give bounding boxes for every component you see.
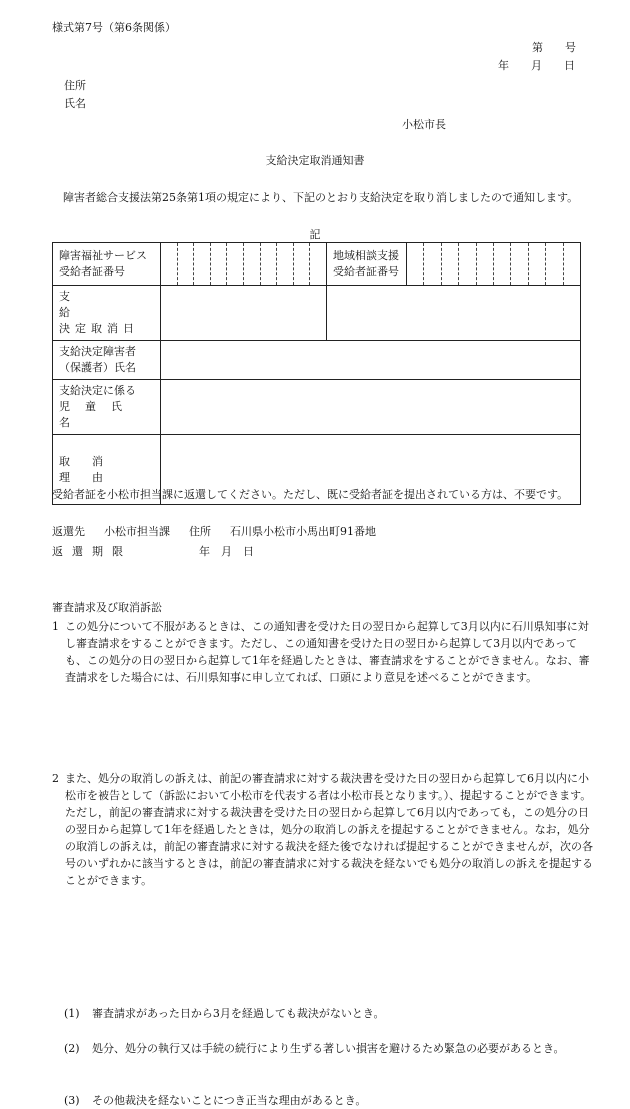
service-cert-label-1: 障害福祉サービス bbox=[59, 249, 147, 262]
appeal-sub-2 bbox=[52, 1040, 620, 1057]
cancel-date-label-1: 支給 bbox=[59, 290, 130, 319]
consult-cert-label-cell bbox=[327, 243, 407, 286]
appeal-heading: 審査請求及び取消訴訟 bbox=[52, 601, 162, 614]
person-label-cell bbox=[53, 341, 161, 380]
consult-cert-number-boxes[interactable] bbox=[407, 243, 581, 286]
person-label-1: 支給決定障害者 bbox=[59, 345, 136, 358]
return-to-label: 返還先 bbox=[52, 525, 85, 538]
cancel-date-value[interactable] bbox=[161, 286, 327, 341]
appeal-sub-3-text: その他裁決を経ないことにつき正当な理由があるとき。 bbox=[92, 1094, 367, 1107]
appeal-sub-3 bbox=[52, 1092, 620, 1109]
return-deadline-row bbox=[52, 544, 254, 559]
appeal-item-2-text: また、処分の取消しの訴えは、前記の審査請求に対する裁決書を受けた日の翌日から起算して6月以内に小松市を被告として（訴訟において小松市を代表する者は小松市長となります。）、提起することができます。ただし，前記の審査請求に対する裁決書を受けた日の翌日から起算して6月以内であっても，この処分の日の翌日から起算して1年を経過したときは，処分の取消しの訴えを提起することができません。なお，処分の取消しの訴えは，前記の審査請求に対する裁決を経た後でなければ提起することができませんが，次の各号のいずれかに該当するときは，前記の審査請求に対する裁決を経ないでも処分の取消しの訴えを提起することができます。 bbox=[65, 772, 593, 887]
appeal-sub-1-number: (1) bbox=[64, 1007, 80, 1020]
person-name-value[interactable] bbox=[161, 341, 581, 380]
return-deadline-date: 年 月 日 bbox=[199, 545, 254, 558]
recipient-name-label: 氏名 bbox=[64, 97, 86, 110]
appeal-item-1 bbox=[52, 618, 593, 686]
return-to-dept: 小松市担当課 bbox=[104, 525, 170, 538]
child-label-cell bbox=[53, 380, 161, 435]
cancel-date-blank bbox=[327, 286, 581, 341]
return-to-address-label: 住所 bbox=[189, 525, 211, 538]
consult-cert-label-2: 受給者証番号 bbox=[333, 265, 399, 278]
appeal-sub-2-number: (2) bbox=[64, 1042, 80, 1055]
child-label-2: 児童氏名 bbox=[59, 400, 137, 429]
service-cert-number-boxes[interactable] bbox=[161, 243, 327, 286]
consult-cert-label-1: 地域相談支援 bbox=[333, 249, 399, 262]
service-cert-label-cell bbox=[53, 243, 161, 286]
issuer: 小松市長 bbox=[402, 118, 446, 131]
cancel-date-label-cell bbox=[53, 286, 161, 341]
appeal-sub-3-number: (3) bbox=[64, 1094, 80, 1107]
appeal-sub-2-text: 処分、処分の執行又は手続の続行により生ずる著しい損害を避けるため緊急の必要があるとき。 bbox=[92, 1042, 565, 1055]
appeal-item-1-text: この処分について不服があるときは、この通知書を受けた日の翌日から起算して3月以内に石川県知事に対し審査請求をすることができます。ただし、この通知書を受けた日の翌日から起算して3月以内であっても、この処分の日の翌日から起算して1年を経過したときは、審査請求をすることができません。なお、審査請求をした場合には、石川県知事に申し立てれば、口頭により意見を述べることができます。 bbox=[65, 620, 590, 684]
appeal-item-2 bbox=[52, 770, 593, 889]
child-name-value[interactable] bbox=[161, 380, 581, 435]
reason-label: 取消理由 bbox=[59, 454, 125, 484]
form-number: 様式第7号（第6条関係） bbox=[52, 21, 176, 34]
return-deadline-label: 返還期限 bbox=[52, 545, 132, 558]
appeal-sub-1-text: 審査請求があった日から3月を経過しても裁決がないとき。 bbox=[92, 1007, 385, 1020]
document-number: 第 号 bbox=[532, 41, 576, 54]
service-cert-label-2-text: 受給者証番号 bbox=[59, 265, 125, 278]
cancel-date-label-2: 決定取消日 bbox=[59, 322, 139, 335]
document-date: 年 月 日 bbox=[498, 59, 575, 72]
recipient-address-label: 住所 bbox=[64, 79, 86, 92]
intro-paragraph: 障害者総合支援法第25条第1項の規定により、下記のとおり支給決定を取り消しましたので通知します。 bbox=[63, 191, 579, 204]
appeal-sub-1 bbox=[52, 1005, 620, 1022]
appeal-item-2-number: 2 bbox=[52, 772, 59, 785]
return-to-address: 石川県小松市小馬出町91番地 bbox=[230, 525, 376, 538]
service-cert-label-2 bbox=[59, 264, 153, 280]
ki-heading: 記 bbox=[309, 228, 321, 241]
person-label-2: （保護者）氏名 bbox=[59, 361, 136, 374]
cancellation-table bbox=[52, 242, 581, 505]
appeal-item-1-number: 1 bbox=[52, 620, 59, 633]
return-notice: 受給者証を小松市担当課に返還してください。ただし、既に受給者証を提出されている方は、不要です。 bbox=[52, 488, 569, 501]
child-label-1: 支給決定に係る bbox=[59, 384, 136, 397]
document-title: 支給決定取消通知書 bbox=[265, 154, 365, 167]
return-to-row bbox=[52, 524, 376, 539]
